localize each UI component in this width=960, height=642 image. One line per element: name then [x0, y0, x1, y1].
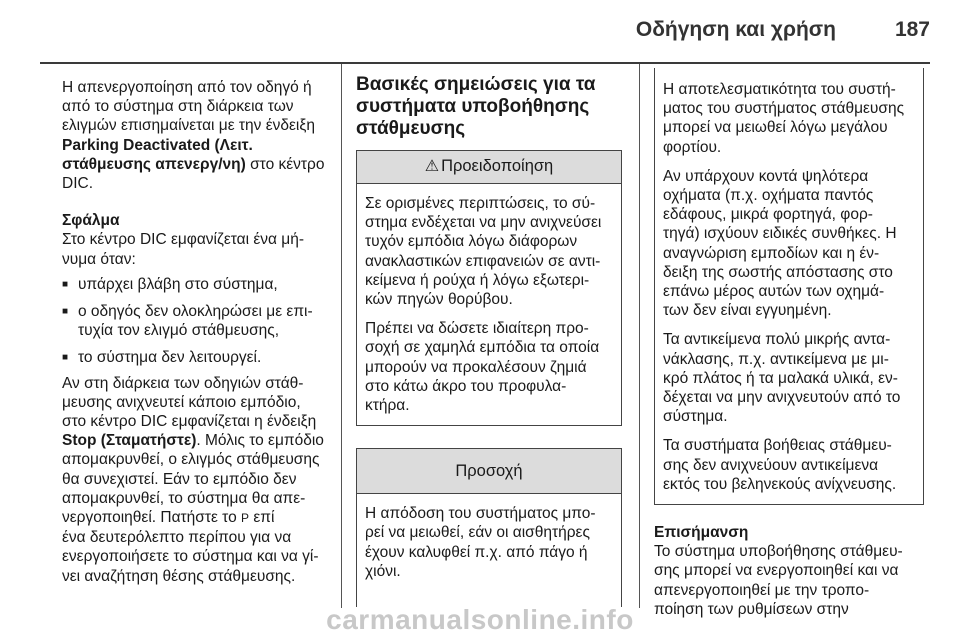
warning-title: Προειδοποίηση — [441, 157, 554, 176]
text-line: ματος του συστήματος στάθμευσης — [663, 100, 905, 118]
header-divider — [40, 62, 930, 64]
text-line: στο κέντρο — [245, 155, 325, 173]
text-line: ποίηση των ρυθμίσεων στην — [654, 600, 849, 618]
text-line: ο οδηγός δεν ολοκληρώσει με επι- — [78, 303, 313, 321]
text-line: Το σύστημα υποβοήθησης στάθμευ- — [654, 543, 903, 561]
caution-paragraph — [663, 436, 915, 494]
caution-header — [357, 449, 621, 494]
text-line: μευσης ανιχνευτεί κάποιο εμπόδιο, — [62, 393, 301, 411]
text-line: στημα ενδέχεται να μην ανιχνεύσει — [365, 214, 602, 232]
text-line: υπάρχει βλάβη στο σύστημα, — [78, 275, 278, 293]
watermark: carmanualsonline.info — [326, 604, 634, 635]
display-message-text: Parking Deactivated (Λειτ. — [62, 136, 253, 154]
text-line: Στο κέντρο DIC εμφανίζεται ένα μή- — [62, 231, 304, 249]
caution-title: Προσοχή — [455, 461, 523, 480]
text-line: φορτίου. — [663, 138, 722, 156]
text-line: εκτός του βεληνεκούς ανίχνευσης. — [663, 475, 897, 493]
warning-paragraph — [365, 319, 613, 415]
text-line: ένα δευτερόλεπτο περίπου για να — [62, 529, 292, 547]
text-line: ρεί να μειωθεί, εάν οι αισθητήρες — [365, 524, 590, 542]
text-line: θα συνεχιστεί. Εάν το εμπόδιο δεν — [62, 470, 297, 488]
column-divider-1 — [341, 64, 342, 608]
caution-box — [356, 448, 622, 607]
parking-assist-icon: P — [241, 511, 250, 526]
text-line: Σε ορισμένες περιπτώσεις, το σύ- — [365, 195, 596, 212]
list-item — [62, 302, 338, 340]
text-line: Η απόδοση του συστήματος μπο- — [365, 505, 596, 523]
text-line: νεργοποιηθεί. Πατήστε το — [62, 509, 242, 527]
text-line: σοχή σε χαμηλά εμπόδια τα οποία — [365, 339, 600, 357]
text-line: απομακρυνθεί, ο ελιγμός στάθμευσης — [62, 451, 320, 469]
list-item — [62, 348, 338, 367]
fault-intro — [62, 230, 338, 268]
fault-list — [62, 275, 338, 368]
text-line: χιόνι. — [365, 562, 401, 580]
page-number: 187 — [894, 18, 930, 41]
text-line: Αν στη διάρκεια των οδηγιών στάθ- — [62, 374, 304, 392]
text-line: ανακλαστικών επιφανειών σε αντι- — [365, 252, 601, 270]
text-line: Η απενεργοποίηση από τον οδηγό ή — [62, 79, 312, 96]
text-line: Αν υπάρχουν κοντά ψηλότερα — [663, 167, 869, 185]
caution-box-continued — [654, 68, 924, 505]
column-divider-2 — [639, 64, 640, 608]
text-line: νει αναζήτηση θέσης στάθμευσης. — [62, 567, 296, 585]
text-line: νάκλασης, π.χ. αντικείμενα με μι- — [663, 350, 889, 368]
text-line: δειξη της σωστής απόστασης στο — [663, 263, 893, 281]
title-line: Βασικές σημειώσεις για τα — [356, 74, 596, 95]
text-line: κτήρα. — [365, 397, 410, 415]
caution-paragraph — [663, 167, 915, 321]
section-title — [356, 74, 622, 140]
text-line: ελιγμών επισημαίνεται με την ένδειξη — [62, 117, 315, 135]
text-line: μπορούν να προκαλέσουν ζημιά — [365, 358, 587, 376]
text-line: κρό πλάτος ή τα μαλακά υλικά, εν- — [663, 369, 898, 387]
obstacle-paragraph — [62, 374, 338, 586]
text-line: Τα αντικείμενα πολύ μικρής αντα- — [663, 331, 891, 349]
title-line: στάθμευσης — [356, 118, 466, 139]
text-line: στο κέντρο DIC εμφανίζεται η ένδειξη — [62, 413, 317, 431]
text-line: αναγνώριση εμποδίων και η έν- — [663, 244, 880, 262]
text-line: σης μπορεί να ενεργοποιηθεί και να — [654, 562, 899, 580]
warning-triangle-icon: ⚠ — [424, 158, 440, 176]
text-line: τηγά) ισχύουν ειδικές συνθήκες. Η — [663, 225, 897, 243]
text-line: τυχόν εμπόδια λόγω διάφορων — [365, 233, 578, 251]
caution-paragraph — [365, 504, 613, 581]
text-line: νυμα όταν: — [62, 250, 136, 268]
warning-box — [356, 150, 622, 426]
title-line: συστήματα υποβοήθησης — [356, 96, 590, 117]
caution-paragraph — [663, 330, 915, 426]
note-heading: Επισήμανση — [654, 524, 749, 542]
text-line: τυχία τον ελιγμό στάθμευσης, — [78, 322, 280, 340]
running-header-title: Οδήγηση και χρήση — [635, 18, 836, 41]
display-message-text: Stop (Σταματήστε) — [62, 432, 197, 450]
text-line: των δεν είναι εγγυημένη. — [663, 302, 832, 320]
caution-paragraph — [663, 80, 915, 157]
text-line: εδάφους, μικρά φορτηγά, φορ- — [663, 206, 873, 224]
column-middle — [356, 74, 622, 607]
text-line: σύστημα. — [663, 408, 728, 426]
text-line: στο κάτω άκρο του προφυλα- — [365, 377, 567, 395]
column-right — [654, 68, 924, 619]
text-line: Τα συστήματα βοήθειας στάθμευ- — [663, 437, 892, 455]
text-line: δέχεται να μην ανιχνευτούν από το — [663, 389, 901, 407]
text-line: κείμενα ή ρούχα ή λόγω εξωτερι- — [365, 271, 590, 289]
text-line: Η αποτελεσματικότητα του συστή- — [663, 81, 896, 98]
text-line: . Μόλις το εμπόδιο — [196, 432, 324, 450]
text-line: απενεργοποιηθεί με την τροπο- — [654, 581, 870, 599]
fault-heading: Σφάλμα — [62, 212, 120, 230]
text-line: Πρέπει να δώσετε ιδιαίτερη προ- — [365, 320, 589, 338]
text-line: οχήματα (π.χ. οχήματα παντός — [663, 187, 874, 205]
text-line: επάνω μέρος αυτών των οχημά- — [663, 283, 885, 301]
text-line: από το σύστημα στη διάρκεια των — [62, 98, 294, 116]
display-message-text: στάθμευσης απενεργ/νη) — [62, 155, 246, 173]
column-left — [62, 78, 338, 586]
intro-paragraph — [62, 78, 338, 193]
text-line: κών πηγών θορύβου. — [365, 291, 513, 309]
text-line: DIC. — [62, 175, 93, 193]
text-line: απομακρυνθεί, το σύστημα θα απε- — [62, 489, 306, 507]
text-line: σης δεν ανιχνεύουν αντικείμενα — [663, 456, 879, 474]
text-line: το σύστημα δεν λειτουργεί. — [78, 349, 262, 367]
list-item — [62, 275, 338, 294]
text-line: μπορεί να μειωθεί λόγω μεγάλου — [663, 119, 888, 137]
text-line: επί — [249, 509, 275, 527]
text-line: ενεργοποιήσετε το σύστημα και να γί- — [62, 548, 319, 566]
warning-paragraph — [365, 194, 613, 309]
text-line: έχουν καλυφθεί π.χ. από πάγο ή — [365, 543, 588, 561]
warning-header — [357, 151, 621, 184]
